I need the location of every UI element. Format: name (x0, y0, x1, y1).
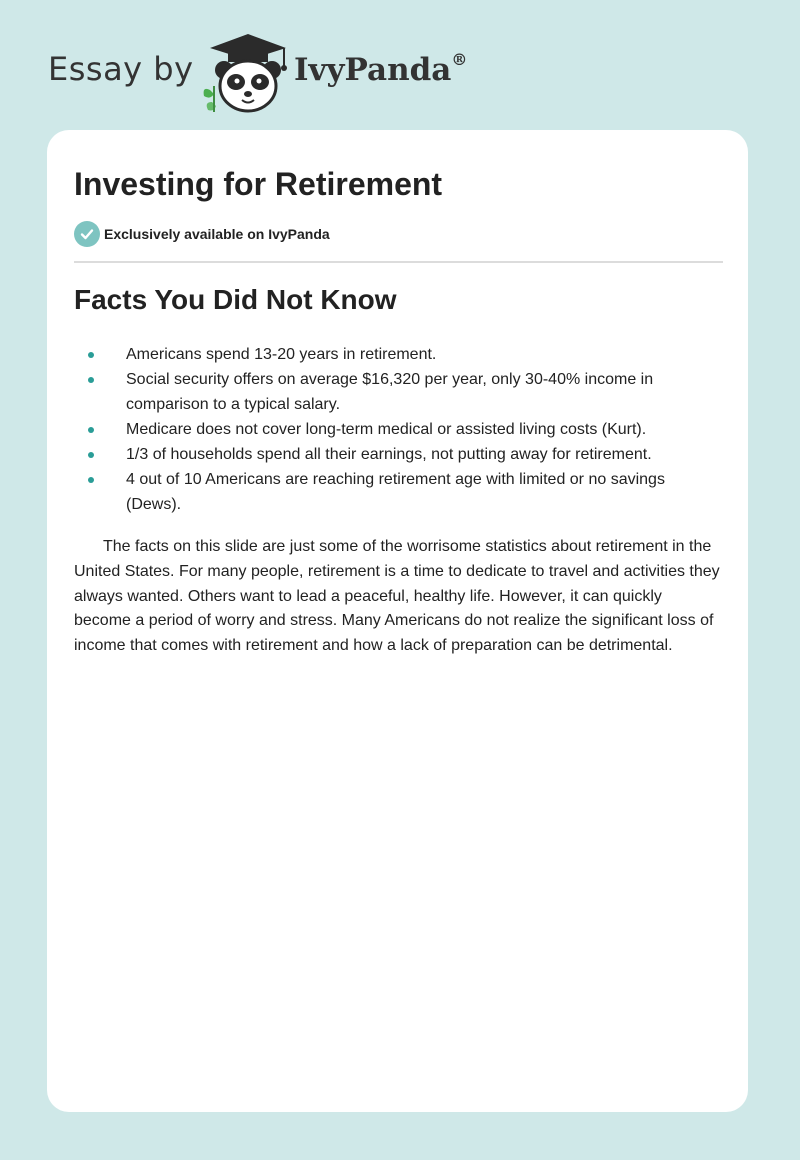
registered-mark: ® (451, 49, 468, 69)
bullet-icon (88, 377, 94, 383)
body-paragraph: The facts on this slide are just some of the worrisome statistics about retirement in the United States. For many people, retirement is a time to dedicate to travel and activities they always wanted. Others want to lead a peaceful, healthy life. However, it can quickly become a period of worry and stress. Many Americans do not realize the significant loss of income that comes with retirement and how a lack of preparation can be detrimental. (74, 538, 720, 655)
check-circle-icon (74, 221, 100, 247)
exclusive-badge (74, 221, 330, 247)
fact-text: Americans spend 13-20 years in retirement. (126, 346, 437, 363)
fact-text: Medicare does not cover long-term medical or assisted living costs (Kurt). (126, 421, 647, 438)
fact-text: Social security offers on average $16,320 per year, only 30-40% income in comparison to a typical salary. (126, 371, 654, 413)
list-item (74, 417, 714, 442)
essay-card (47, 130, 748, 1112)
list-item (74, 442, 714, 467)
page-title: Investing for Retirement (74, 166, 443, 202)
bullet-icon (88, 477, 94, 483)
facts-list (74, 342, 714, 517)
fact-text: 1/3 of households spend all their earnings, not putting away for retirement. (126, 446, 652, 463)
site-header (48, 30, 548, 120)
fact-text: 4 out of 10 Americans are reaching retirement age with limited or no savings (Dews). (126, 471, 665, 513)
badge-label: Exclusively available on IvyPanda (104, 226, 330, 242)
list-item (74, 467, 714, 517)
list-item (74, 367, 714, 417)
section-title: Facts You Did Not Know (74, 284, 397, 315)
divider (74, 261, 723, 263)
list-item (74, 342, 714, 367)
bullet-icon (88, 427, 94, 433)
bullet-icon (88, 352, 94, 358)
bullet-icon (88, 452, 94, 458)
brand-name[interactable]: IvyPanda® (294, 49, 468, 88)
panda-graduate-logo-icon[interactable] (200, 30, 296, 114)
essay-by-label: Essay by (48, 50, 194, 88)
